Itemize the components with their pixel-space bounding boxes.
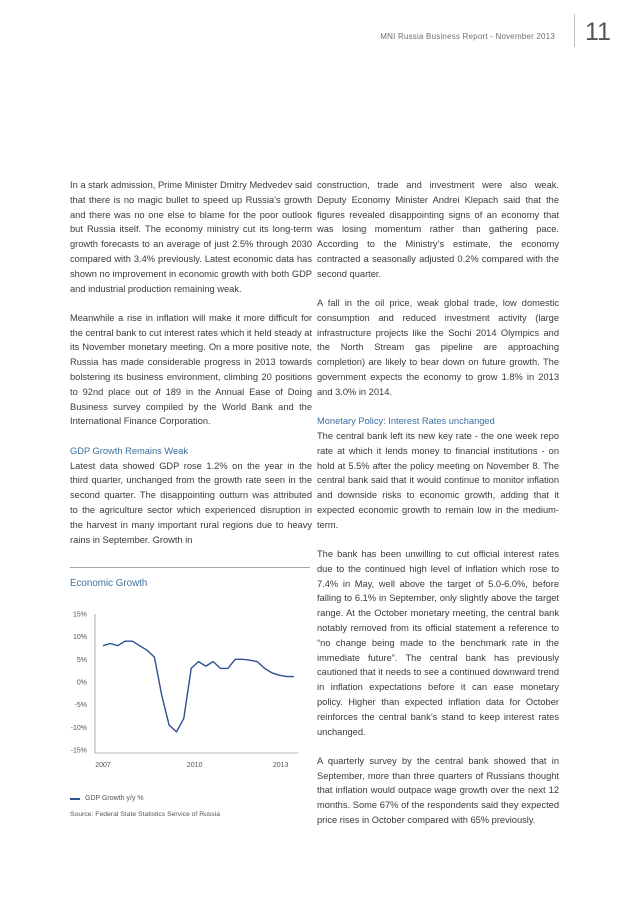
x-tick-label: 2013 [272,762,289,769]
left-column [70,178,312,562]
header-divider [574,14,575,47]
paragraph: A quarterly survey by the central bank showed that in September, more than three quarters of Russians thought that inflation would outpace wage growth over the next 12 months. Some 67% of the respondents said they expected price rises in October compared with 65% previously. [317,755,559,826]
right-column [317,178,559,842]
paragraph: Meanwhile a rise in inflation will make it more difficult for the central bank to cut interest rates which it held steady at its November monetary meeting. On a more positive note, Russia has made considerable progress in 2013 towards bolstering its business environment, climbing 20 positions to 92nd place out of 189 in the Annual Ease of Doing Business survey compiled by the World Bank and the International Finance Corporation. [70,312,312,427]
paragraph: The bank has been unwilling to cut official interest rates due to the continued high level of inflation which rose to 7.4% in May, well above the target of 5.0-6.0%, before falling to 6.1% in September, only slightly above the target range. At the October monetary meeting, the central bank notably removed from its official statement a reference to “no change being made to the benchmark rate in the immediate future”. The central bank has previously cautioned that it needs to see a continued downward trend in inflation expectations before it can ease monetary policy. Higher than expected inflation data for October reinforces the central bank’s stand to keep interest rates unchanged. [317,549,559,737]
y-tick-label: 0% [76,679,87,687]
y-tick-label: -15% [70,747,87,755]
legend-swatch [70,798,80,800]
paragraph: The central bank left its new key rate - the one week repo rate at which it lends money to financial institutions - on hold at 5.5% after the policy meeting on November 8. The central bank said that it would continue to monitor inflation and downside risks to economic growth, adding that it expected economic growth to remain low in the medium-term. [317,430,559,530]
y-tick-label: -10% [70,724,87,732]
legend-label: GDP Growth y/y % [85,795,144,802]
section-heading: Monetary Policy: Interest Rates unchanged [317,416,495,427]
gdp-growth-chart [62,600,308,775]
paragraph: In a stark admission, Prime Minister Dmitry Medvedev said that there is no magic bullet to speed up Russia’s growth and there was no one else to blame for the poor outlook but Russia itself. The economy ministry cut its long-term growth forecasts to an average of just 2.5% through 2030 compared with 3.4% previously. Latest economic data has shown no improvement in economic growth with both GDP and industrial production remaining weak. [70,180,312,294]
section-heading: GDP Growth Remains Weak [70,445,188,456]
paragraph: A fall in the oil price, weak global trade, low domestic consumption and reduced investment activity (large infrastructure projects like the Sochi 2014 Olympics and the North Stream gas pipeline are approaching completion) are likely to bear down on future growth. The government expects the economy to grow 1.8% in 2013 and 3.0% in 2014. [317,298,559,397]
y-tick-label: -5% [74,702,87,710]
paragraph: Latest data showed GDP rose 1.2% on the year in the third quarter, unchanged from the growth rate seen in the second quarter. The disappointing outturn was attributed to the agriculture sector which experienced disruption in the harvest in many important rural regions due to heavy rains in September. Growth in [70,460,312,545]
y-tick-label: 10% [72,634,87,642]
report-title: MNI Russia Business Report - November 2013 [380,32,555,41]
y-tick-label: 5% [76,656,87,664]
chart-legend [70,795,144,802]
chart-source: Source: Federal State Statistics Service of Russia [70,811,220,818]
chart-divider [70,567,310,568]
chart-title: Economic Growth [70,578,148,589]
x-tick-label: 2010 [186,762,203,769]
series-line-gdp-growth [103,641,294,732]
y-tick-label: 15% [72,611,87,619]
x-tick-label: 2007 [95,762,111,769]
page-number: 11 [585,18,611,46]
paragraph: construction, trade and investment were also weak. Deputy Economy Minister Andrei Klepach said that the figures revealed disappointing signs of an economy that was losing momentum rather than gathering pace. According to the Ministry’s estimate, the economy contracted a seasonally adjusted 0.2% compared with the second quarter. [317,180,559,279]
